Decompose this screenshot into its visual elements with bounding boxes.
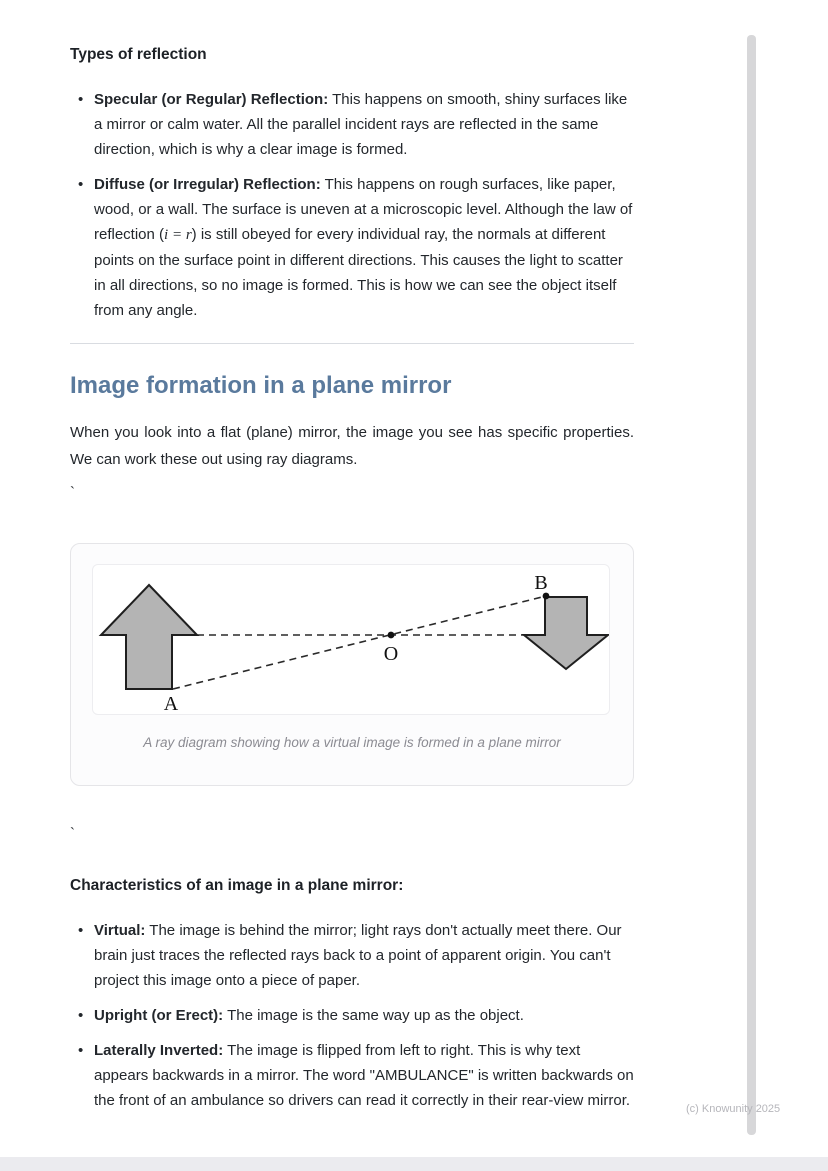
bullet-content bbox=[94, 172, 634, 323]
bullet-text: The image is flipped from left to right. This is why text appears backwards in a mirror. The word "AMBULANCE" is written backwards on the front of an ambulance so drivers can read it correctly in their rear-view mirror. bbox=[94, 1042, 634, 1109]
section-heading-characteristics: Characteristics of an image in a plane mirror: bbox=[70, 877, 404, 894]
page-edge bbox=[0, 1157, 828, 1171]
intro-paragraph: When you look into a flat (plane) mirror, the image you see has specific properties. We can work these out using ray diagrams. bbox=[70, 424, 634, 468]
types-bullet-list bbox=[70, 87, 634, 323]
bullet-text: This happens on rough surfaces, like paper, wood, or a wall. The surface is uneven at a microscopic level. Although the law of reflection ( bbox=[94, 176, 633, 243]
bullet-term: Upright (or Erect): bbox=[94, 1007, 224, 1024]
bullet-text: The image is behind the mirror; light rays don't actually meet there. Our brain just traces the reflected rays back to a point of apparent origin. You can't project this image onto a piece of paper. bbox=[94, 922, 622, 989]
bullet-text: ) is still obeyed for every individual ray, the normals at different points on the surface point in different directions. This causes the light to scatter in all directions, so no image is formed. This is how we can see the object itself from any angle. bbox=[94, 226, 623, 319]
image-arrow-down bbox=[524, 597, 608, 669]
bullet-text: The image is the same way up as the object. bbox=[223, 1007, 524, 1024]
characteristics-bullet-list bbox=[70, 918, 634, 1113]
law-of-reflection-formula: i = r bbox=[164, 227, 192, 243]
list-item-laterally-inverted bbox=[70, 1038, 634, 1113]
bullet-term: Specular (or Regular) Reflection: bbox=[94, 91, 329, 108]
bullet-term: Diffuse (or Irregular) Reflection: bbox=[94, 176, 321, 193]
object-arrow-up bbox=[101, 585, 197, 689]
scrollbar-thumb[interactable] bbox=[747, 35, 756, 1135]
ray-diagram-svg bbox=[93, 565, 609, 714]
figure-caption: A ray diagram showing how a virtual image is formed in a plane mirror bbox=[143, 735, 561, 750]
bullet-content bbox=[94, 1003, 634, 1028]
watermark: (c) Knowunity 2025 bbox=[686, 1103, 781, 1115]
list-item-upright bbox=[70, 1003, 634, 1028]
document-content bbox=[70, 45, 634, 1123]
bullet-content bbox=[94, 87, 634, 162]
list-item-specular bbox=[70, 87, 634, 162]
bullet-marker: • bbox=[78, 91, 84, 108]
bullet-marker: • bbox=[78, 176, 84, 193]
bullet-term: Virtual: bbox=[94, 922, 146, 939]
point-o-dot bbox=[388, 632, 395, 639]
bullet-text: This happens on smooth, shiny surfaces like a mirror or calm water. All the parallel incident rays are reflected in the same direction, which is why a clear image is formed. bbox=[94, 91, 628, 158]
bullet-marker: • bbox=[78, 1042, 84, 1059]
ray-diagram-figure bbox=[70, 543, 634, 786]
ray-diagram-panel bbox=[92, 564, 610, 715]
label-b: B bbox=[534, 572, 548, 594]
label-a: A bbox=[163, 693, 179, 714]
label-o: O bbox=[383, 643, 399, 665]
stray-backtick-bottom: ` bbox=[70, 825, 75, 842]
bullet-term: Laterally Inverted: bbox=[94, 1042, 224, 1059]
list-item-virtual bbox=[70, 918, 634, 993]
bullet-content bbox=[94, 918, 634, 993]
list-item-diffuse bbox=[70, 172, 634, 323]
section-heading-types-of-reflection: Types of reflection bbox=[70, 46, 207, 63]
section-heading-image-formation: Image formation in a plane mirror bbox=[70, 372, 452, 399]
section-divider bbox=[70, 343, 634, 344]
bullet-content bbox=[94, 1038, 634, 1113]
stray-backtick-top: ` bbox=[70, 484, 75, 501]
bullet-marker: • bbox=[78, 1007, 84, 1024]
bullet-marker: • bbox=[78, 922, 84, 939]
dashed-ray-diagonal bbox=[173, 596, 546, 689]
